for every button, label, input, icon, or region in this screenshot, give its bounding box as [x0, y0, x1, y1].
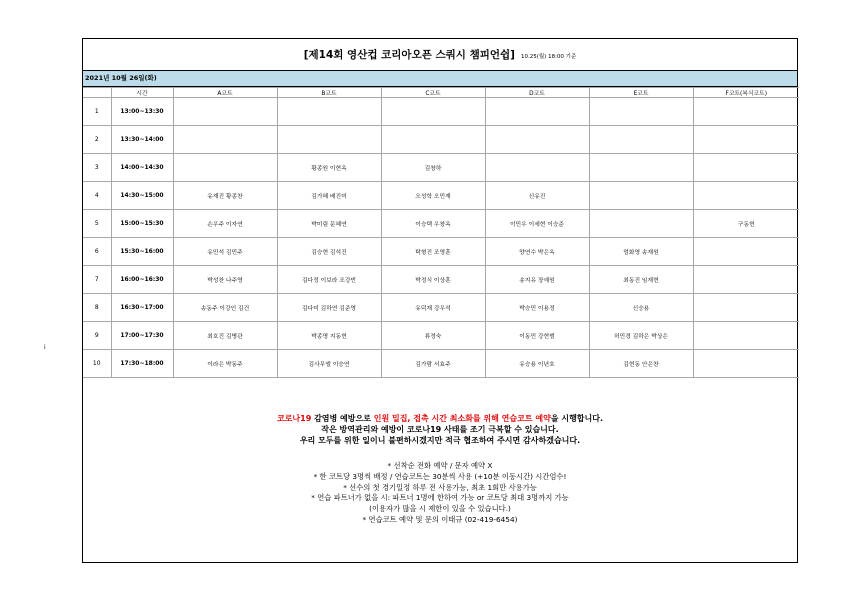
court-cell	[693, 266, 799, 294]
table-row	[83, 98, 799, 126]
row-number: 7	[83, 266, 111, 294]
row-number: 6	[83, 238, 111, 266]
court-cell: 송동주 이강인 김건	[173, 294, 277, 322]
court-cell	[589, 126, 693, 154]
court-cell: 김다정 이보라 조강빈	[277, 266, 381, 294]
court-cell: 유승용 이년호	[485, 350, 589, 378]
court-cell: 신승용	[589, 294, 693, 322]
court-cell: 김가람 서효주	[381, 350, 485, 378]
time-slot: 17:00~17:30	[111, 322, 173, 350]
time-slot: 13:00~13:30	[111, 98, 173, 126]
time-slot: 17:30~18:00	[111, 350, 173, 378]
notice-text-1: 감염병 예방으로	[311, 414, 374, 423]
court-cell: 박정식 이상훈	[381, 266, 485, 294]
court-cell	[693, 126, 799, 154]
court-cell: 신유진	[485, 182, 589, 210]
table-row	[83, 266, 799, 294]
court-cell: 양연수 박은옥	[485, 238, 589, 266]
court-cell	[693, 154, 799, 182]
court-cell	[589, 98, 693, 126]
table-row	[83, 182, 799, 210]
notice-red-2: 인원 밀집, 접촉 시간 최소화를 위해 연습코트 예약	[373, 414, 551, 423]
row-number: 1	[83, 98, 111, 126]
court-cell: 박승민 이용정	[485, 294, 589, 322]
covid-notice	[83, 413, 797, 446]
table-row	[83, 154, 799, 182]
court-cell: 김현동 안은찬	[589, 350, 693, 378]
notice-line-2: 작은 방역관리와 예방이 코로나19 사태를 조기 극복할 수 있습니다.	[321, 425, 559, 434]
notice-line-3: 우리 모두를 위한 일이니 불편하시겠지만 적극 협조하여 주시면 감사하겠습니다.	[299, 436, 581, 445]
schedule-sheet	[82, 38, 798, 563]
court-cell: 이승택 우창옥	[381, 210, 485, 238]
court-cell: 허민경 김하은 박상은	[589, 322, 693, 350]
court-cell	[173, 154, 277, 182]
rule-line: * 연습 파트너가 없을 시: 파트너 1명에 한하여 가능 or 코트당 최대 3명까지 가능	[311, 493, 569, 503]
court-cell	[381, 126, 485, 154]
time-slot: 16:30~17:00	[111, 294, 173, 322]
notice-line-1	[83, 413, 797, 424]
court-cell	[589, 210, 693, 238]
time-slot: 14:30~15:00	[111, 182, 173, 210]
rule-line: * 선수의 첫 경기일정 하루 전 사용가능, 최초 1회만 사용가능	[343, 482, 537, 492]
row-number: 8	[83, 294, 111, 322]
court-cell	[173, 126, 277, 154]
table-row	[83, 210, 799, 238]
court-cell	[693, 294, 799, 322]
row-number: 3	[83, 154, 111, 182]
court-cell: 엄화영 송재원	[589, 238, 693, 266]
court-cell: 김사무엘 이승연	[277, 350, 381, 378]
header-court: D코트	[485, 88, 589, 98]
court-cell	[589, 154, 693, 182]
court-cell	[485, 154, 589, 182]
court-cell: 김가혜 배진미	[277, 182, 381, 210]
court-cell	[277, 126, 381, 154]
header-court: F코트(복식코트)	[693, 88, 799, 98]
court-cell: 박종명 지동현	[277, 322, 381, 350]
table-row	[83, 238, 799, 266]
practice-rules	[83, 461, 797, 526]
stray-mark: i	[44, 344, 46, 351]
row-number: 5	[83, 210, 111, 238]
header-court: C코트	[381, 88, 485, 98]
court-cell: 최동진 임재현	[589, 266, 693, 294]
rule-line: * 선착순 전화 예약 / 문자 예약 X	[387, 461, 493, 470]
court-cell: 손우주 이자연	[173, 210, 277, 238]
court-cell: 탁형진 조영훈	[381, 238, 485, 266]
court-cell: 박미림 문혜연	[277, 210, 381, 238]
court-cell: 김다미 김하연 김준영	[277, 294, 381, 322]
court-cell	[693, 238, 799, 266]
court-cell	[589, 182, 693, 210]
header-court: B코트	[277, 88, 381, 98]
header-time: 시간	[111, 88, 173, 98]
court-cell: 유재진 황종찬	[173, 182, 277, 210]
table-row	[83, 322, 799, 350]
time-slot: 15:30~16:00	[111, 238, 173, 266]
court-cell	[173, 98, 277, 126]
table-row	[83, 350, 799, 378]
notice-text-2: 을 시행합니다.	[550, 414, 604, 423]
court-cell	[485, 98, 589, 126]
court-cell	[381, 98, 485, 126]
court-cell: 유민석 김민주	[173, 238, 277, 266]
row-number: 10	[83, 350, 111, 378]
date-row: 2021년 10월 26일(화)	[83, 71, 797, 87]
court-cell	[693, 98, 799, 126]
rule-line: * 한 코트당 3명씩 배정 / 연습코트는 30분씩 사용 (+10분 이동시간) 시간엄수!	[313, 471, 567, 481]
notice-red-1: 코로나19	[276, 414, 312, 423]
title-row	[83, 39, 797, 71]
row-number: 9	[83, 322, 111, 350]
court-cell: 김승현 김석진	[277, 238, 381, 266]
row-number: 2	[83, 126, 111, 154]
row-number: 4	[83, 182, 111, 210]
time-slot: 16:00~16:30	[111, 266, 173, 294]
rule-line: * 연습코트 예약 및 문의 이태규 (02-419-6454)	[362, 514, 518, 524]
page-title: [제14회 영산컵 코리아오픈 스쿼시 챔피언쉽]	[303, 49, 515, 61]
court-cell: 송지유 장예원	[485, 266, 589, 294]
table-row	[83, 126, 799, 154]
court-cell: 오성학 오민재	[381, 182, 485, 210]
rule-line: (이용자가 많을 시 제한이 있을 수 있습니다.)	[369, 504, 511, 514]
title-note: 10.25(월) 18:00 기준	[520, 54, 577, 60]
court-cell: 이동민 강현범	[485, 322, 589, 350]
time-slot: 14:00~14:30	[111, 154, 173, 182]
header-no	[83, 88, 111, 98]
court-cell: 구동현	[693, 210, 799, 238]
table-header-row	[83, 88, 799, 98]
court-cell: 박성찬 나주영	[173, 266, 277, 294]
court-cell: 김창하	[381, 154, 485, 182]
court-cell: 최호진 김병관	[173, 322, 277, 350]
court-cell: 황종원 이현옥	[277, 154, 381, 182]
time-slot: 13:30~14:00	[111, 126, 173, 154]
court-cell: 유덕재 강우석	[381, 294, 485, 322]
schedule-table	[83, 87, 799, 378]
court-cell	[485, 126, 589, 154]
court-cell: 이민우 이세현 이승준	[485, 210, 589, 238]
court-cell: 이라은 박동주	[173, 350, 277, 378]
court-cell	[693, 182, 799, 210]
court-cell: 류정숙	[381, 322, 485, 350]
court-cell	[277, 98, 381, 126]
header-court: E코트	[589, 88, 693, 98]
court-cell	[693, 350, 799, 378]
table-row	[83, 294, 799, 322]
header-court: A코트	[173, 88, 277, 98]
court-cell	[693, 322, 799, 350]
time-slot: 15:00~15:30	[111, 210, 173, 238]
